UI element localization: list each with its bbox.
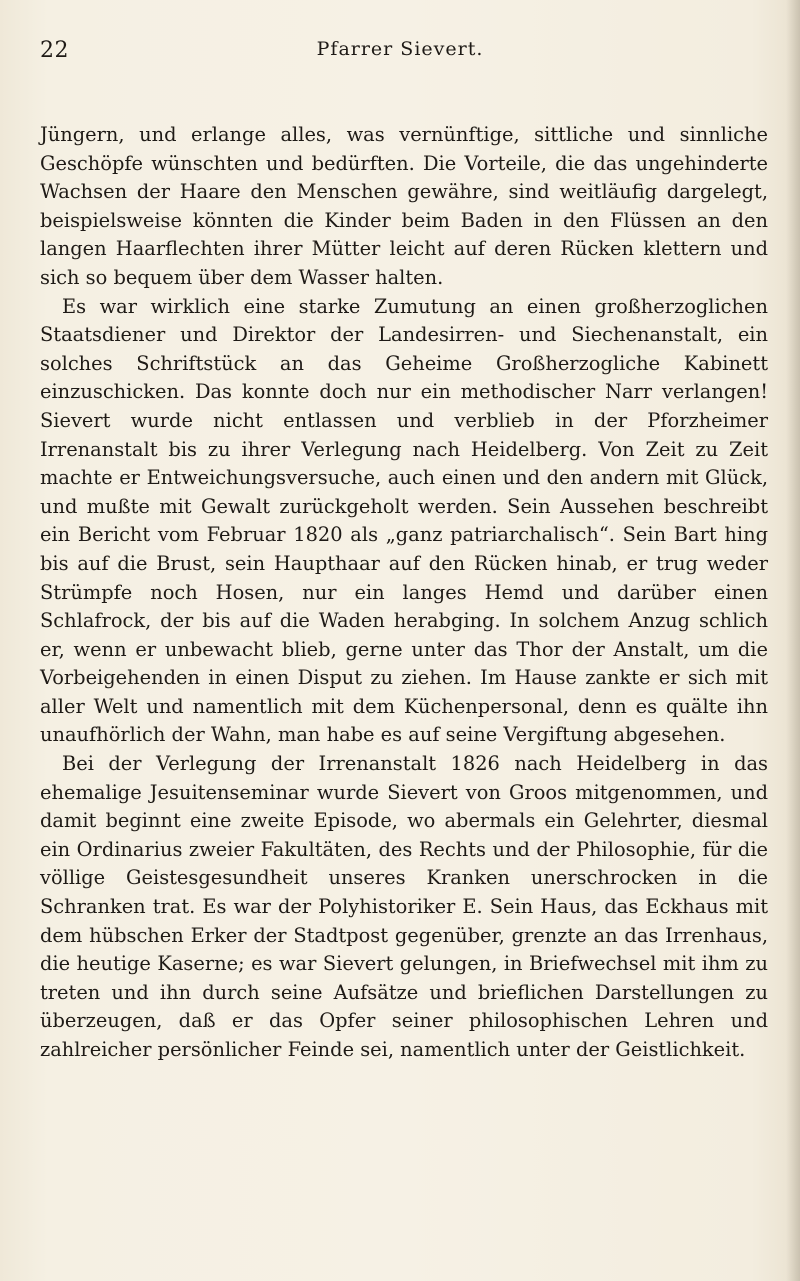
paragraph: Jüngern, und erlange alles, was vernünftige, sittliche und sinnliche Geschöpfe wünschten und bedürften. Die Vorteile, die das ungehinderte Wachsen der Haare den Menschen gewähre, sind weitläufig dargelegt, beispielsweise könnten die Kinder beim Baden in den Flüssen an den langen Haarflechten ihrer Mütter leicht auf deren Rücken klettern und sich so bequem über dem Wasser halten. [40,123,768,289]
paragraph: Es war wirklich eine starke Zumutung an einen großherzoglichen Staatsdiener und Direktor der Landesirren- und Siechenanstalt, ein solches Schriftstück an das Geheime Großherzogliche Kabinett einzuschicken. Das konnte doch nur ein methodischer Narr verlangen! Sievert wurde nicht entlassen und verblieb in der Pforzheimer Irrenanstalt bis zu ihrer Verlegung nach Heidelberg. Von Zeit zu Zeit machte er Entweichungsversuche, auch einen und den andern mit Glück, und mußte mit Gewalt zurückgeholt werden. Sein Aussehen beschreibt ein Bericht vom Februar 1820 als „ganz patriarchalisch“. Sein Bart hing bis auf die Brust, sein Haupthaar auf den Rücken hinab, er trug weder Strümpfe noch Hosen, nur ein langes Hemd und darüber einen Schlafrock, der bis auf die Waden herabging. In solchem Anzug schlich er, wenn er unbewacht blieb, gerne unter das Thor der Anstalt, um die Vorbeigehenden in einen Disput zu ziehen. Im Hause zankte er sich mit aller Welt und namentlich mit dem Küchenpersonal, denn es quälte ihn unaufhörlich der Wahn, man habe es auf seine Vergiftung abgesehen. [40,294,768,747]
page-number: 22 [40,38,69,63]
body-text [40,121,768,1065]
page-header [40,38,760,78]
paragraph: Bei der Verlegung der Irrenanstalt 1826 nach Heidelberg in das ehemalige Jesuitenseminar wurde Sievert von Groos mitgenommen, und damit beginnt eine zweite Episode, wo abermals ein Gelehrter, diesmal ein Ordinarius zweier Fakultäten, des Rechts und der Philosophie, für die völlige Geistesgesundheit unseres Kranken unerschrocken in die Schranken trat. Es war der Polyhistoriker E. Sein Haus, das Eckhaus mit dem hübschen Erker der Stadtpost gegenüber, grenzte an das Irrenhaus, die heutige Kaserne; es war Sievert gelungen, in Briefwechsel mit ihm zu treten und ihn durch seine Aufsätze und brieflichen Darstellungen zu überzeugen, daß er das Opfer seiner philosophischen Lehren und zahlreicher persönlicher Feinde sei, namentlich unter der Geistlichkeit. [40,752,768,1061]
page-edge-shadow [786,0,800,1281]
running-title: Pfarrer Sievert. [316,38,484,60]
